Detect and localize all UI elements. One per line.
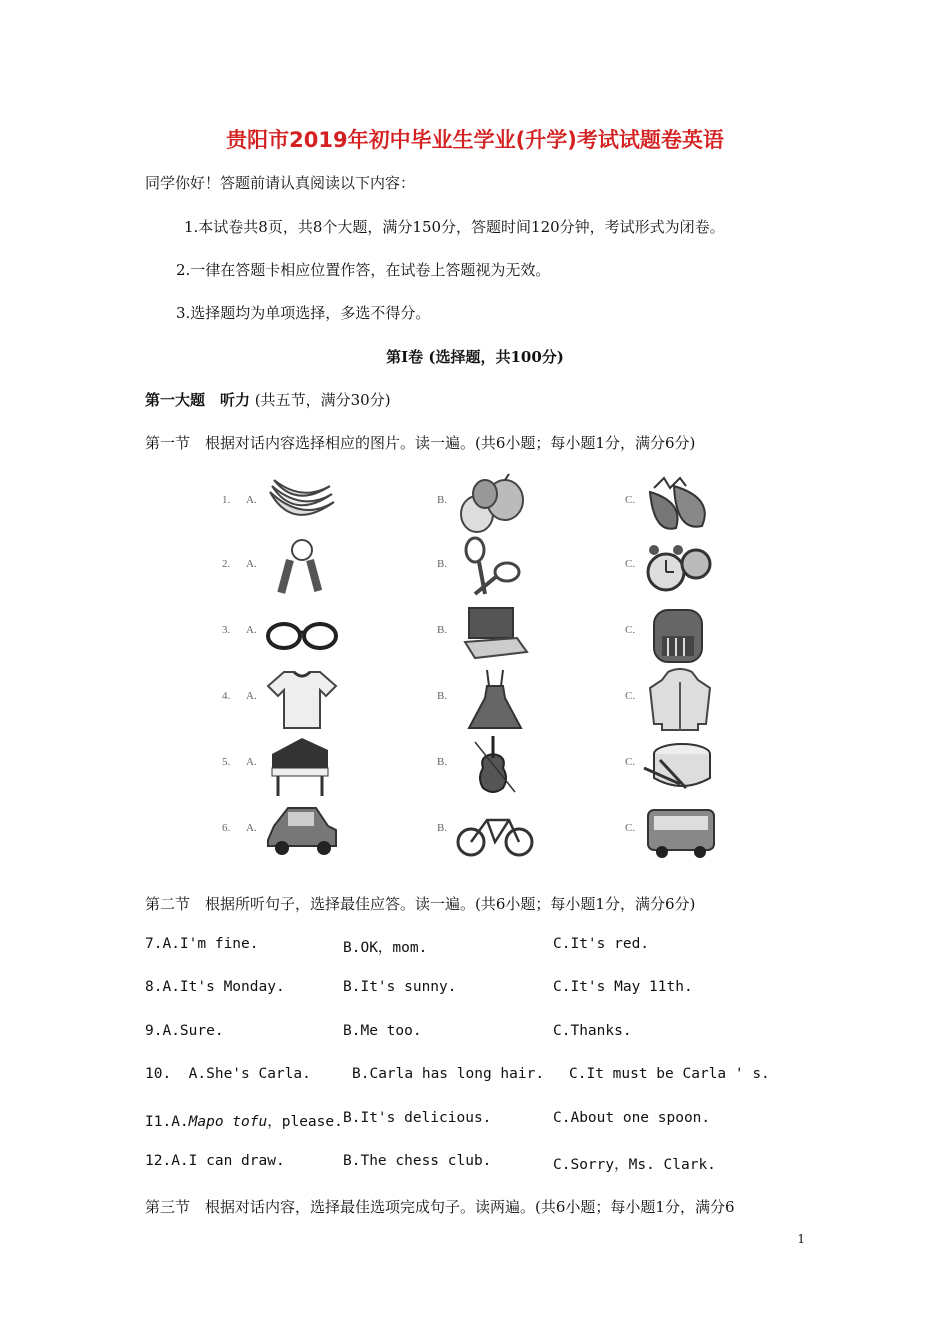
instruction-1: 1.本试卷共8页，共8个大题，满分150分，答题时间120分钟，考试形式为闭卷。 [184,218,725,236]
option-c-label: C. [625,624,636,636]
option-b-label: B. [437,624,448,636]
section2-heading: 第二节 根据所听句子，选择最佳应答。读一遍。(共6小题；每小题1分，满分6分) [145,895,696,913]
q9-option-b: B.Me too. [343,1023,422,1039]
option-b-label: B. [437,756,448,768]
option-a-label: A. [246,558,257,570]
scissors-icon [455,536,535,600]
part1-heading-rest: (共五节，满分30分) [250,391,391,409]
option-a-label: A. [246,690,257,702]
laptop-icon [455,602,535,666]
q10-option-b: B.Carla has long hair. [352,1066,545,1082]
option-c-label: C. [625,558,636,570]
q7-option-c: C.It's red. [553,936,650,952]
q9-option-c: C.Thanks. [553,1023,632,1039]
option-c-label: C. [625,494,636,506]
strawberries-icon [640,472,720,536]
option-a-label: A. [246,756,257,768]
instruction-3: 3.选择题均为单项选择，多选不得分。 [176,304,431,322]
option-b-label: B. [437,690,448,702]
dress-icon [455,668,535,732]
option-a-label: A. [246,624,257,636]
volume-heading: 第Ⅰ卷 (选择题，共100分) [386,348,564,366]
piano-icon [262,734,342,798]
q8-option-a: 8.A.It's Monday. [145,979,285,995]
bus-icon [640,800,720,864]
q11-option-a-suffix: ，please. [267,1114,343,1130]
question-number: 4. [222,690,231,702]
picture-row-3 [0,602,950,666]
bicycle-icon [455,800,535,864]
q11-option-a-prefix: I1.A. [145,1114,189,1130]
option-b-label: B. [437,494,448,506]
part1-heading [145,389,391,410]
q7-option-b: B.OK，mom. [343,940,428,956]
question-number: 5. [222,756,231,768]
violin-icon [455,734,535,798]
greeting: 同学你好！答题前请认真阅读以下内容： [145,174,416,192]
q8-option-b: B.It's sunny. [343,979,457,995]
option-c-label: C. [625,756,636,768]
car-icon [262,800,342,864]
q7-option-a: 7.A.I'm fine. [145,936,259,952]
option-c-label: C. [625,822,636,834]
hoodie-icon [640,668,720,732]
q12-option-a: 12.A.I can draw. [145,1153,285,1169]
tshirt-icon [262,668,342,732]
q8-option-c: C.It's May 11th. [553,979,693,995]
keys-icon [262,536,342,600]
glasses-icon [262,602,342,666]
option-a-label: A. [246,822,257,834]
section3-heading: 第三节 根据对话内容，选择最佳选项完成句子。读两遍。(共6小题；每小题1分，满分6 [145,1198,735,1216]
q10-option-c: C.It must be Carla ' s. [569,1066,770,1082]
picture-row-4 [0,668,950,732]
question-number: 3. [222,624,231,636]
picture-row-2 [0,536,950,600]
part1-heading-bold: 第一大题 听力 [145,391,251,409]
q11-option-a [145,1110,343,1131]
q12-option-c: C.Sorry，Ms. Clark. [553,1157,716,1173]
backpack-icon [640,602,720,666]
picture-row-1 [0,472,950,536]
option-c-label: C. [625,690,636,702]
q11-option-b: B.It's delicious. [343,1110,492,1126]
pears-icon [455,472,535,536]
picture-row-5 [0,734,950,798]
alarm-clocks-icon [640,536,720,600]
q11-option-a-italic: Mapo tofu [188,1114,268,1130]
picture-row-6 [0,800,950,864]
option-b-label: B. [437,558,448,570]
question-number: 1. [222,494,231,506]
question-number: 6. [222,822,231,834]
page-number: 1 [797,1232,805,1246]
q11-option-c: C.About one spoon. [553,1110,711,1126]
drum-icon [640,734,720,798]
option-b-label: B. [437,822,448,834]
instruction-2: 2.一律在答题卡相应位置作答，在试卷上答题视为无效。 [176,261,551,279]
option-a-label: A. [246,494,257,506]
page-title: 贵阳市2019年初中毕业生学业(升学)考试试题卷英语 [226,128,724,152]
q12-option-b: B.The chess club. [343,1153,492,1169]
bananas-icon [262,472,342,536]
q10-option-a: 10. A.She's Carla. [145,1066,311,1082]
question-number: 2. [222,558,231,570]
q9-option-a: 9.A.Sure. [145,1023,224,1039]
section1-heading: 第一节 根据对话内容选择相应的图片。读一遍。(共6小题；每小题1分，满分6分) [145,434,696,452]
